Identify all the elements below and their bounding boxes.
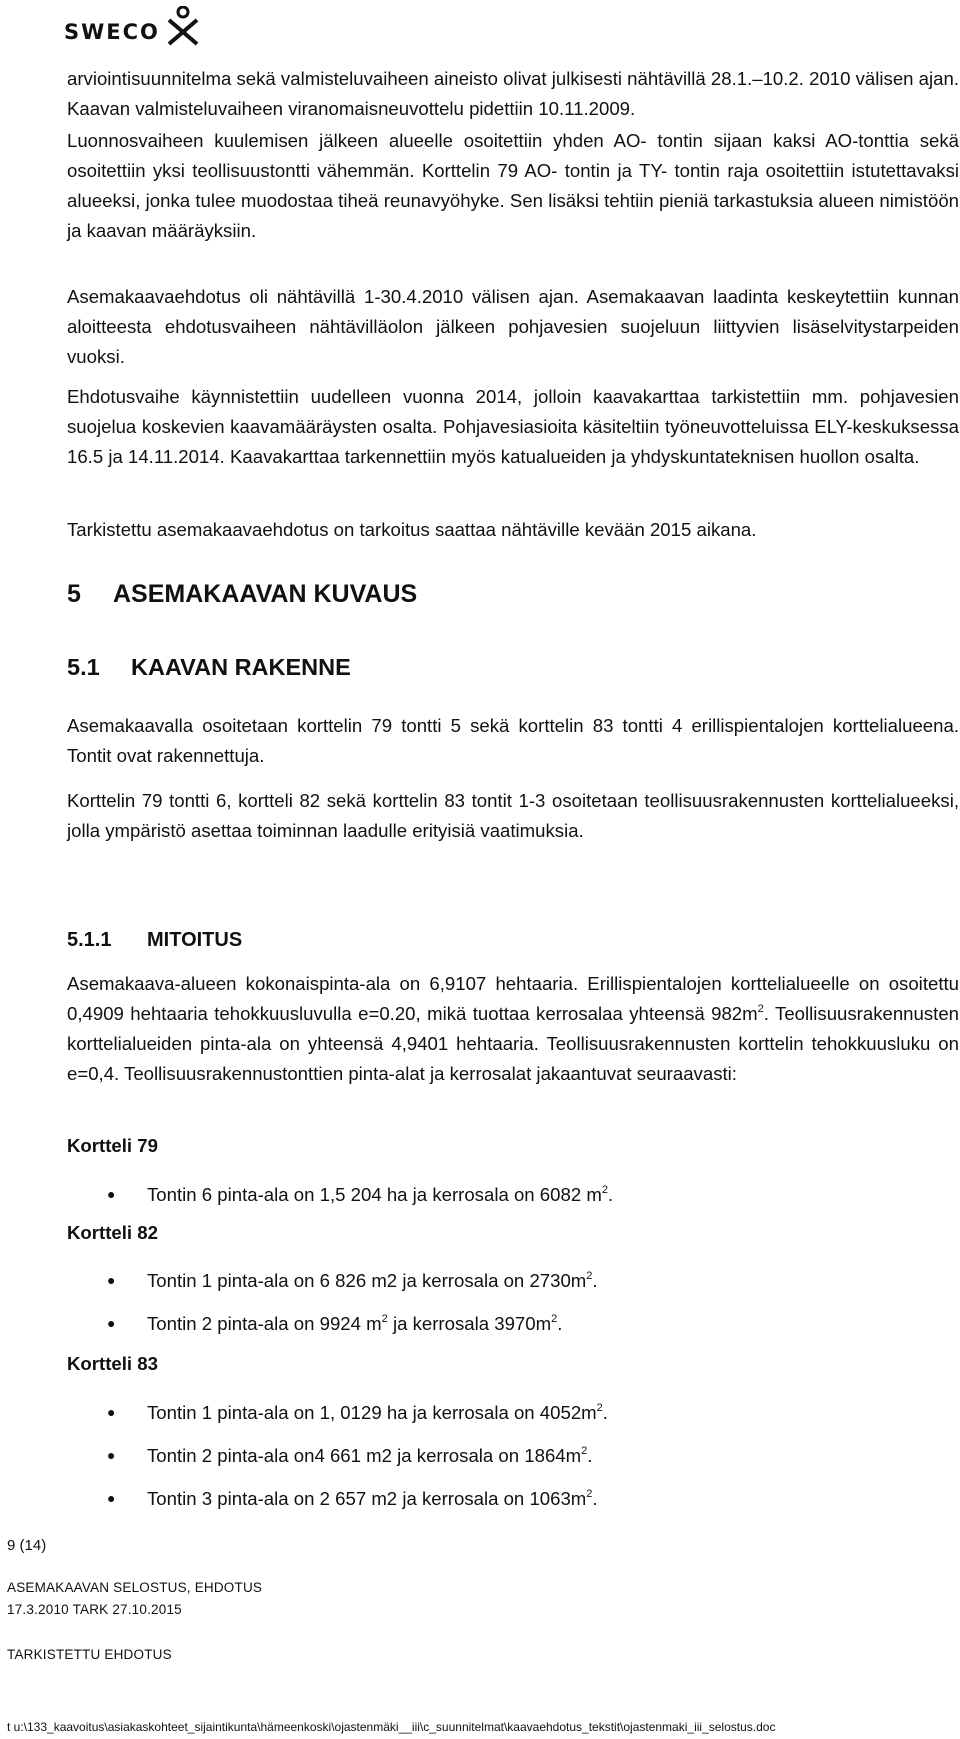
kortteli-79-heading: Kortteli 79: [67, 1135, 158, 1156]
bullet-icon: ●: [107, 1447, 116, 1463]
bullet-icon: ●: [107, 1490, 116, 1506]
paragraph-intro: arviointisuunnitelma sekä valmisteluvaiheen aineisto olivat julkisesti nähtävillä 28.1.–10.2. 2010 välisen ajan. Kaavan valmisteluvaiheen viranomaisneuvottelu pidettiin 10.11.2009.: [67, 68, 959, 119]
kortteli-83-heading: Kortteli 83: [67, 1353, 158, 1374]
bullet-icon: ●: [107, 1315, 116, 1331]
footer-date: 17.3.2010 TARK 27.10.2015: [7, 1602, 182, 1617]
paragraph-luonnos: Luonnosvaiheen kuulemisen jälkeen alueelle osoitettiin yhden AO- tontin sijaan kaksi AO-tonttia sekä osoitettiin yksi teollisuustontti vähemmän. Korttelin 79 AO- tontin ja TY- tontin raja osoitettiin istutettavaksi alueeksi, jonka tulee muodostaa tiheä reunavyöhyke. Sen lisäksi tehtiin pieniä tarkastuksia alueen nimistöön ja kaavan määräyksiin.: [67, 130, 959, 241]
heading-number: 5: [67, 580, 81, 608]
kortteli-82-heading: Kortteli 82: [67, 1222, 158, 1243]
list-item: ● Tontin 3 pinta-ala on 2 657 m2 ja kerrosala on $1063m^2$.: [107, 1484, 598, 1513]
heading-number: 5.1: [67, 654, 100, 680]
heading-text: KAAVAN RAKENNE: [131, 654, 351, 680]
paragraph-mitoitus: [67, 969, 959, 1089]
heading-number: 5.1.1: [67, 929, 112, 951]
heading-text: ASEMAKAAVAN KUVAUS: [113, 580, 418, 608]
section-heading-5: [67, 580, 417, 609]
sweco-star-icon: [163, 6, 203, 46]
list-item: ● Tontin 1 pinta-ala on 6 826 m2 ja kerrosala on $2730m^2$.: [107, 1266, 598, 1295]
paragraph-ehdotus: Asemakaavaehdotus oli nähtävillä 1-30.4.2010 välisen ajan. Asemakaavan laadinta keskeytettiin kunnan aloitteesta ehdotusvaiheen nähtävilläolon jälkeen pohjavesien suojeluun liittyvien lisäselvitystarpeiden vuoksi.: [67, 286, 959, 367]
superscript: 2: [757, 1003, 764, 1015]
list-item: ● Tontin 1 pinta-ala on 1, 0129 ha ja kerrosala on $4052m^2$.: [107, 1398, 608, 1427]
paragraph-rakenne-1: Asemakaavalla osoitetaan korttelin 79 tontti 5 sekä korttelin 83 tontti 4 erillispientalojen korttelialueena. Tontit ovat rakennettuja.: [67, 715, 959, 766]
heading-text: MITOITUS: [147, 929, 243, 951]
list-item: ● Tontin 2 pinta-ala on4 661 m2 ja kerrosala on $1864m^2$.: [107, 1441, 592, 1470]
footer-document-title: ASEMAKAAVAN SELOSTUS, EHDOTUS: [7, 1580, 263, 1595]
footer-status: TARKISTETTU EHDOTUS: [7, 1647, 172, 1662]
paragraph-ehdotusvaihe: Ehdotusvaihe käynnistettiin uudelleen vuonna 2014, jolloin kaavakarttaa tarkistettiin mm. pohjavesien suojelua koskevien kaavamääräysten osalta. Pohjavesiasioita käsiteltiin työneuvotteluissa ELY-keskuksessa 16.5 ja 14.11.2014. Kaavakarttaa tarkennettiin myös katualueiden ja yhdyskuntateknisen huollon osalta.: [67, 386, 959, 467]
paragraph-tarkistettu: Tarkistettu asemakaavaehdotus on tarkoitus saattaa nähtäville kevään 2015 aikana.: [67, 519, 757, 540]
mitoitus-text-b: . Teollisuusrakennusten korttelialueiden pinta-ala on yhteensä 4,9401 hehtaaria. Teollisuusrakennusten korttelin tehokkuusluku on e=0,4. Teollisuusrakennustonttien pinta-alat ja kerrosalat jakaantuvat seuraavasti:: [67, 1003, 960, 1084]
mitoitus-text-a: Asemakaava-alueen kokonaispinta-ala on 6,9107 hehtaaria. Erillispientalojen korttelialueelle on osoitettu 0,4909 hehtaaria tehokkuusluvulla e=0.20, mikä tuottaa kerrosalaa yhteensä 982m: [67, 973, 959, 1024]
bullet-icon: ●: [107, 1272, 116, 1288]
list-item: ● Tontin 2 pinta-ala on 9924 $m^2$ ja kerrosala $3970m^2$.: [107, 1309, 562, 1338]
bullet-icon: ●: [107, 1186, 116, 1202]
section-heading-5-1: [67, 654, 351, 681]
list-item: ● Tontin 6 pinta-ala on 1,5 204 ha ja kerrosala on 6082 $m^2$.: [107, 1180, 613, 1209]
page-number: 9 (14): [7, 1537, 47, 1554]
bullet-icon: ●: [107, 1404, 116, 1420]
logo-text: SWECO: [64, 20, 160, 44]
footer-file-path: t u:\133_kaavoitus\asiakaskohteet_sijaintikunta\hämeenkoski\ojastenmäki__iii\c_suunnitelmat\kaavaehdotus_tekstit\ojastenmaki_iii_selostus.doc: [7, 1720, 776, 1734]
paragraph-rakenne-2: Korttelin 79 tontti 6, kortteli 82 sekä korttelin 83 tontit 1-3 osoitetaan teollisuusrakennusten korttelialueeksi, jolla ympäristö asettaa toiminnan laadulle erityisiä vaatimuksia.: [67, 790, 959, 841]
section-heading-5-1-1: [67, 929, 242, 952]
